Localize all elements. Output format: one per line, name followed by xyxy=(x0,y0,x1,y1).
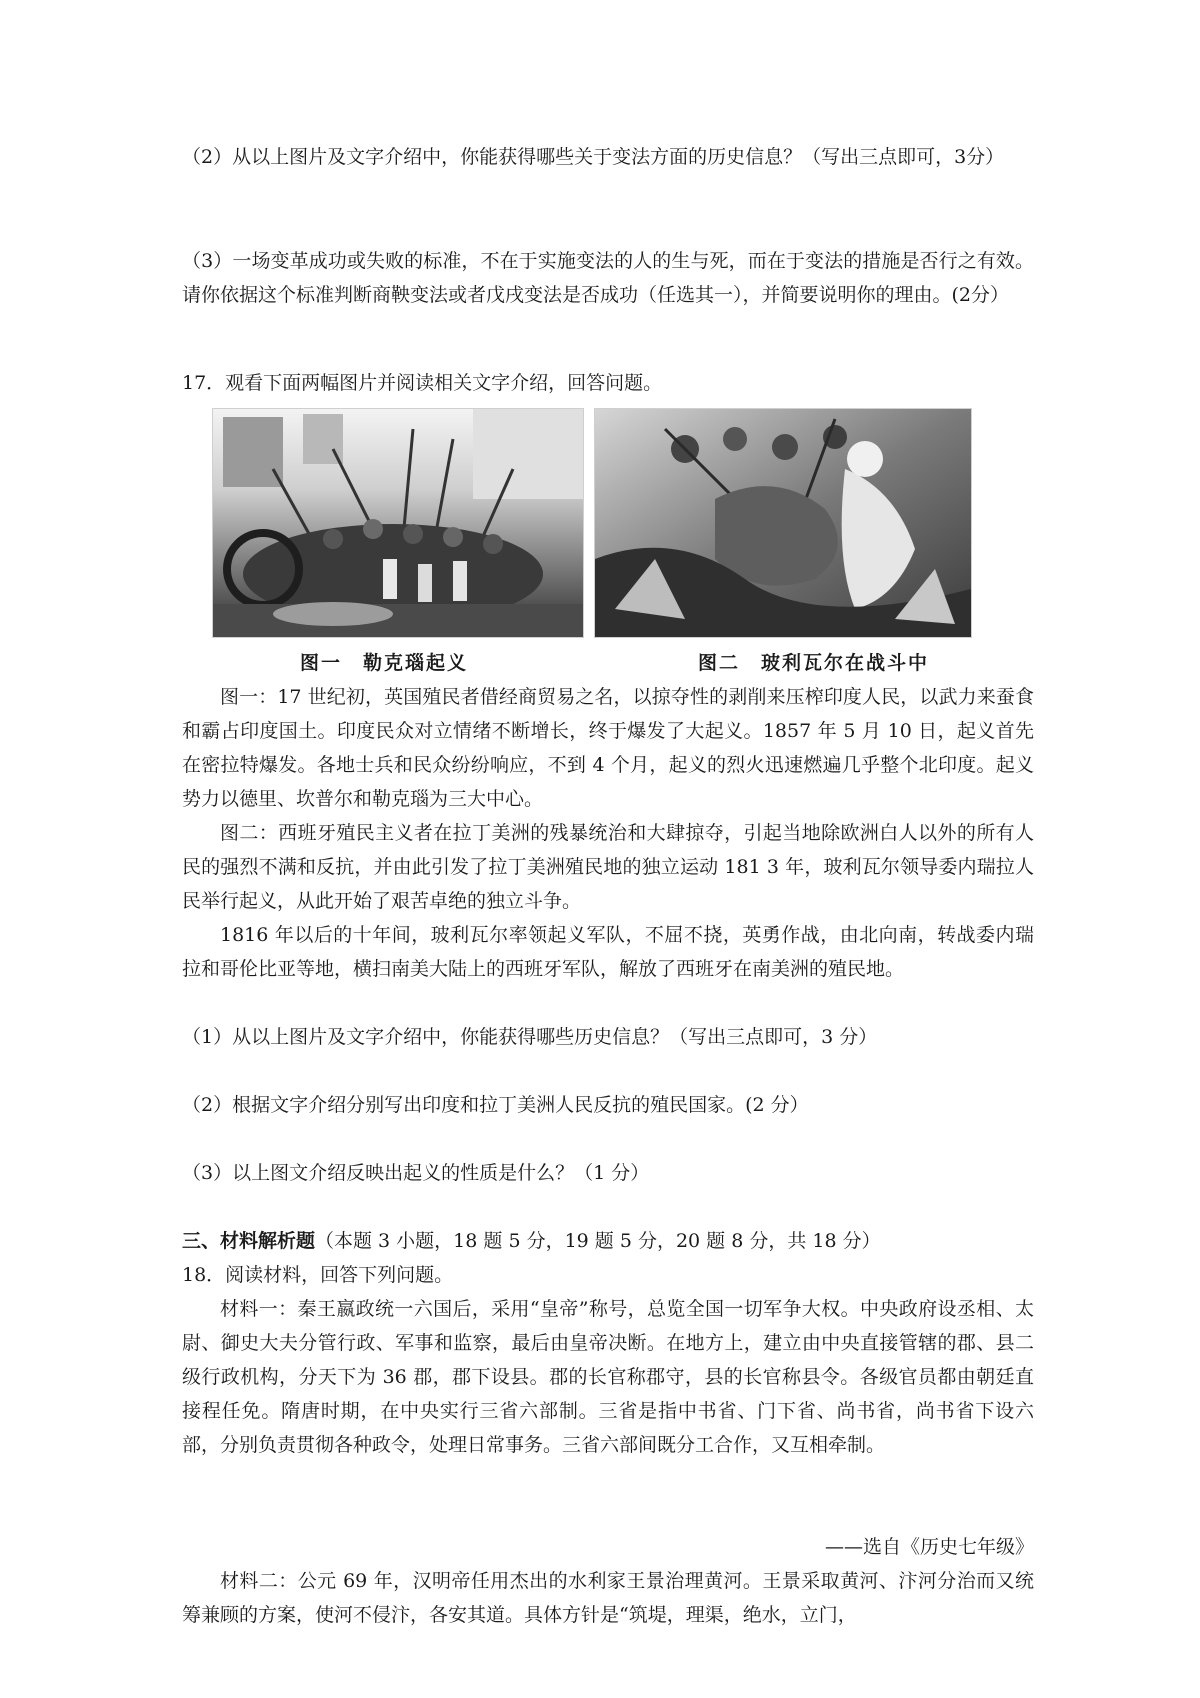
section-3-title: 三、材料解析题 xyxy=(182,1230,316,1252)
figure-1-illustration xyxy=(213,409,583,637)
section-3-note: （本题 3 小题，18 题 5 分，19 题 5 分，20 题 8 分，共 18 分） xyxy=(315,1230,881,1252)
question-18-title: 18．阅读材料，回答下列问题。 xyxy=(182,1264,454,1286)
figure-1-description: 图一：17 世纪初，英国殖民者借经商贸易之名，以掠夺性的剥削来压榨印度人民，以武力来蚕食和霸占印度国土。印度民众对立情绪不断增长，终于爆发了大起义。1857 年 5 月 10 日，起义首先在密拉特爆发。各地士兵和民众纷纷响应，不到 4 个月，起义的烈火迅速燃遍几乎整个北印度。起义势力以德里、坎普尔和勒克瑙为三大中心。 xyxy=(182,686,1034,810)
material-1-source: ——选自《历史七年级》 xyxy=(824,1536,1034,1558)
figure-1-lucknow-uprising-image xyxy=(212,408,584,638)
figure-2-description: 图二：西班牙殖民主义者在拉丁美洲的残暴统治和大肆掠夺，引起当地除欧洲白人以外的所有人民的强烈不满和反抗，并由此引发了拉丁美洲殖民地的独立运动 181 3 年，玻利瓦尔领导委内瑞拉人民举行起义，从此开始了艰苦卓绝的独立斗争。 xyxy=(182,822,1034,912)
question-17-title: 17．观看下面两幅图片并阅读相关文字介绍，回答问题。 xyxy=(182,372,663,394)
figure-1-caption: 图一 勒克瑙起义 xyxy=(300,652,469,674)
bolivar-1816-paragraph: 1816 年以后的十年间，玻利瓦尔率领起义军队，不屈不挠，英勇作战，由北向南，转战委内瑞拉和哥伦比亚等地，横扫南美大陆上的西班牙军队，解放了西班牙在南美洲的殖民地。 xyxy=(182,924,1034,980)
question-17-part-3: （3）以上图文介绍反映出起义的性质是什么？（1 分） xyxy=(182,1162,650,1184)
figure-2-illustration xyxy=(595,409,971,637)
figure-2-caption: 图二 玻利瓦尔在战斗中 xyxy=(698,652,930,674)
question-17-part-1: （1）从以上图片及文字介绍中，你能获得哪些历史信息？（写出三点即可，3 分） xyxy=(182,1026,878,1048)
question-17-part-2: （2）根据文字介绍分别写出印度和拉丁美洲人民反抗的殖民国家。(2 分） xyxy=(182,1094,809,1116)
figure-2-bolivar-battle-image xyxy=(594,408,972,638)
question-16-part-2: （2）从以上图片及文字介绍中，你能获得哪些关于变法方面的历史信息？（写出三点即可，3分） xyxy=(182,146,1005,168)
material-2: 材料二：公元 69 年，汉明帝任用杰出的水利家王景治理黄河。王景采取黄河、汴河分治而又统筹兼顾的方案，使河不侵汴，各安其道。具体方针是“筑堤，理渠，绝水，立门， xyxy=(182,1570,1034,1626)
material-1: 材料一：秦王嬴政统一六国后，采用“皇帝”称号，总览全国一切军争大权。中央政府设丞相、太尉、御史大夫分管行政、军事和监察，最后由皇帝决断。在地方上，建立由中央直接管辖的郡、县二级行政机构，分天下为 36 郡，郡下设县。郡的长官称郡守，县的长官称县令。各级官员都由朝廷直接程任免。隋唐时期，在中央实行三省六部制。三省是指中书省、门下省、尚书省，尚书省下设六部，分别负责贯彻各种政令，处理日常事务。三省六部间既分工合作，又互相牵制。 xyxy=(182,1298,1034,1456)
section-3-heading xyxy=(182,1224,1034,1258)
question-16-part-3: （3）一场变革成功或失败的标准，不在于实施变法的人的生与死，而在于变法的措施是否行之有效。请你依据这个标准判断商鞅变法或者戊戌变法是否成功（任选其一），并简要说明你的理由。(2分） xyxy=(182,250,1034,306)
